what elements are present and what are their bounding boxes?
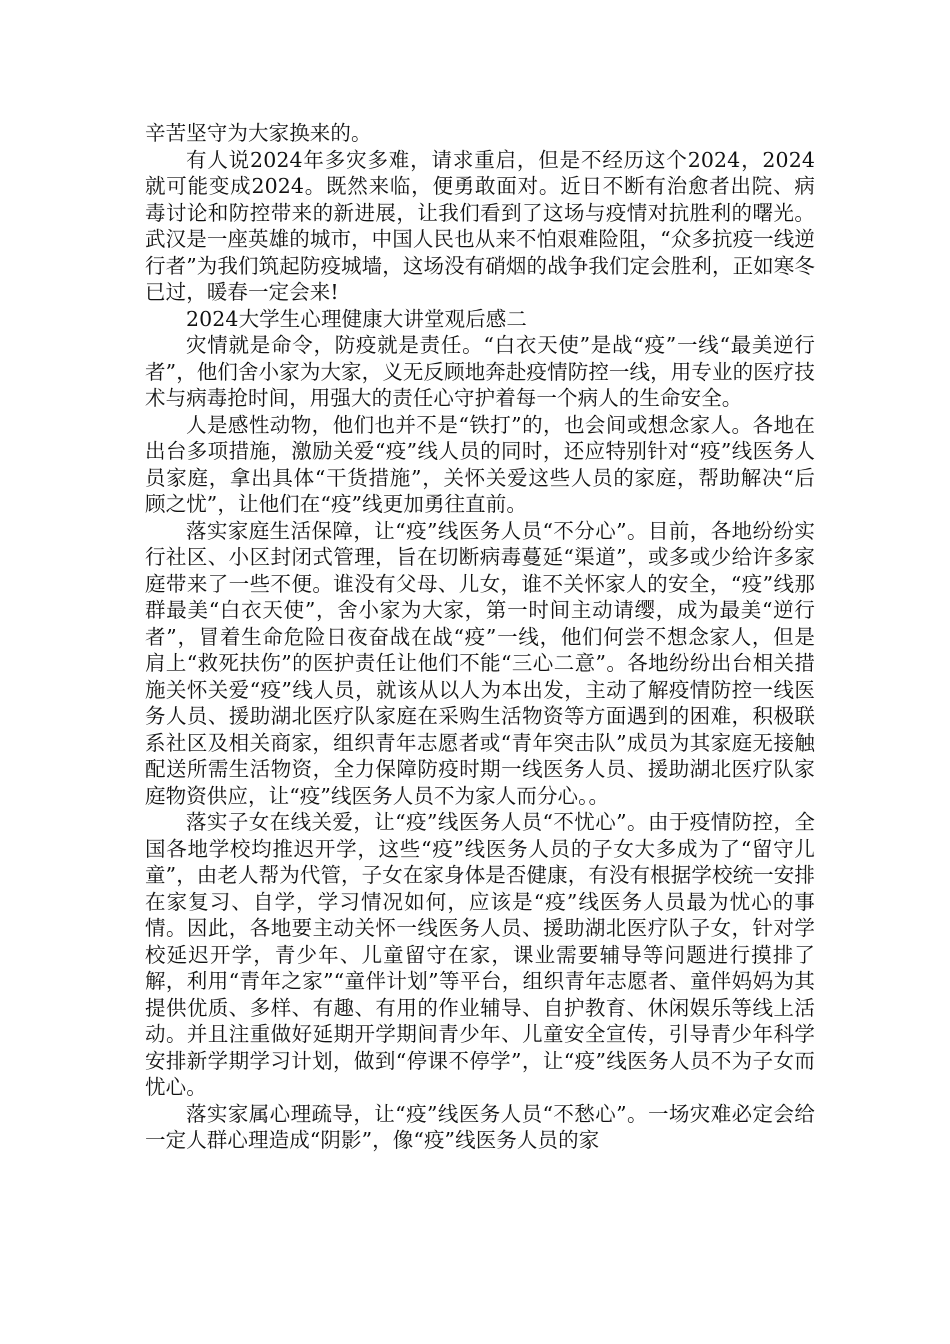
section-heading: 2024大学生心理健康大讲堂观后感二 bbox=[186, 306, 527, 331]
paragraph: 灾情就是命令，防疫就是责任。“白衣天使”是战“疫”一线“最美逆行者”，他们舍小家为大家，义无反顾地奔赴疫情防控一线，用专业的医疗技术与病毒抢时间，用强大的责任心守护着每一个病人的生命安全。 bbox=[145, 333, 815, 410]
paragraph-continuation: 辛苦坚守为大家换来的。 bbox=[145, 121, 372, 145]
document-body bbox=[145, 120, 815, 1154]
paragraph: 人是感性动物，他们也并不是“铁打”的，也会间或想念家人。各地在出台多项措施，激励关爱“疫”线人员的同时，还应特别针对“疫”线医务人员家庭，拿出具体“干货措施”，关怀关爱这些人员的家庭，帮助解决“后顾之忧”，让他们在“疫”线更加勇往直前。 bbox=[145, 412, 815, 516]
paragraph: 落实家庭生活保障，让“疫”线医务人员“不分心”。目前，各地纷纷实行社区、小区封闭式管理，旨在切断病毒蔓延“渠道”，或多或少给许多家庭带来了一些不便。谁没有父母、儿女，谁不关怀家人的安全，“疫”线那群最美“白衣天使”，舍小家为大家，第一时间主动请缨，成为最美“逆行者”，冒着生命危险日夜奋战在战“疫”一线，他们何尝不想念家人，但是肩上“救死扶伤”的医护责任让他们不能“三心二意”。各地纷纷出台相关措施关怀关爱“疫”线人员，就该从以人为本出发，主动了解疫情防控一线医务人员、援助湖北医疗队家庭在采购生活物资等方面遇到的困难，积极联系社区及相关商家，组织青年志愿者或“青年突击队”成员为其家庭无接触配送所需生活物资，全力保障防疫时期一线医务人员、援助湖北医疗队家庭物资供应，让“疫”线医务人员不为家人而分心。。 bbox=[145, 518, 815, 808]
paragraph: 落实子女在线关爱，让“疫”线医务人员“不忧心”。由于疫情防控，全国各地学校均推迟开学，这些“疫”线医务人员的子女大多成为了“留守儿童”，由老人帮为代管，子女在家身体是否健康，有没有根据学校统一安排在家复习、自学，学习情况如何，应该是“疫”线医务人员最为忧心的事情。因此，各地要主动关怀一线医务人员、援助湖北医疗队子女，针对学校延迟开学，青少年、儿童留守在家，课业需要辅导等问题进行摸排了解，利用“青年之家”“童伴计划”等平台，组织青年志愿者、童伴妈妈为其提供优质、多样、有趣、有用的作业辅导、自护教育、休闲娱乐等线上活动。并且注重做好延期开学期间青少年、儿童安全宣传，引导青少年科学安排新学期学习计划，做到“停课不停学”，让“疫”线医务人员不为子女而忧心。 bbox=[145, 810, 815, 1099]
paragraph: 有人说2024年多灾多难，请求重启，但是不经历这个2024，2024就可能变成2024。既然来临，便勇敢面对。近日不断有治愈者出院、病毒讨论和防控带来的新进展，让我们看到了这场与疫情对抗胜利的曙光。武汉是一座英雄的城市，中国人民也从来不怕艰难险阻，“众多抗疫一线逆行者”为我们筑起防疫城墙，这场没有硝烟的战争我们定会胜利，正如寒冬已过，暖春一定会来! bbox=[145, 147, 815, 304]
paragraph: 落实家属心理疏导，让“疫”线医务人员“不愁心”。一场灾难必定会给一定人群心理造成“阴影”，像“疫”线医务人员的家 bbox=[145, 1101, 815, 1152]
